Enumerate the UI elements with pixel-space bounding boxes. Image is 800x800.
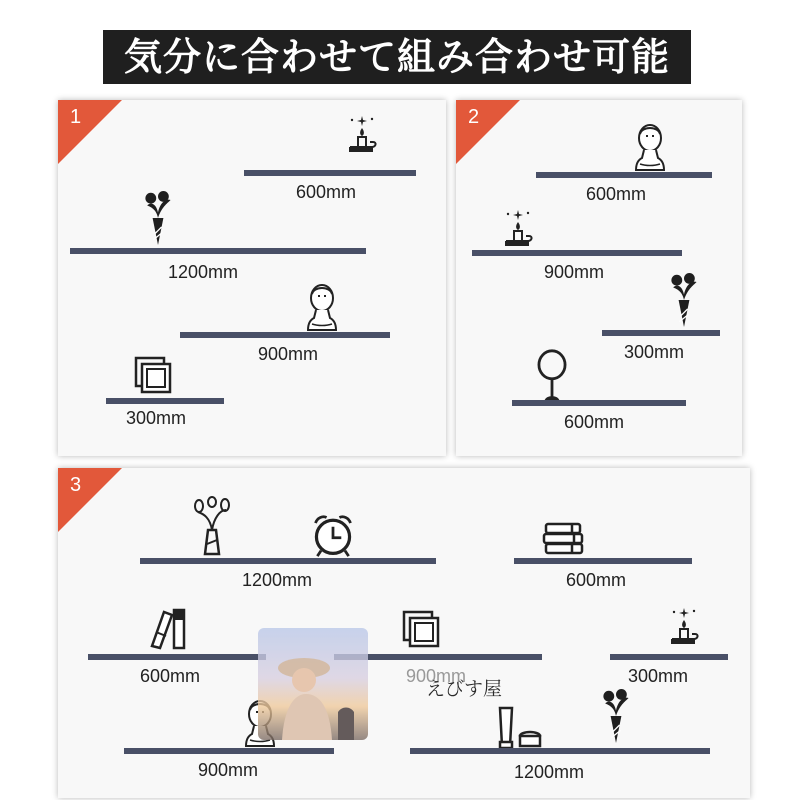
shelf-length-label: 600mm (586, 184, 647, 204)
photo-frame-icon (402, 610, 442, 650)
shelf (514, 558, 692, 564)
panel-number-badge (456, 100, 520, 164)
vase-icon (192, 496, 232, 556)
shelf (410, 748, 710, 754)
shelf (602, 330, 720, 336)
shelf-length-label: 1200mm (168, 262, 239, 282)
mirror-icon (532, 348, 572, 404)
panel-number: 1 (70, 106, 82, 128)
candle-icon (664, 604, 704, 648)
shelf (140, 558, 436, 564)
shelf (610, 654, 728, 660)
bust-icon (630, 122, 670, 172)
panel-number-badge (58, 468, 122, 532)
shelf-length-label: 900mm (544, 262, 605, 282)
panel-number: 3 (70, 474, 82, 496)
shelf (106, 398, 224, 404)
vase-icon (598, 686, 634, 746)
vase-icon (666, 272, 702, 328)
watermark-illustration (258, 628, 368, 740)
shelf (180, 332, 390, 338)
cosmetics-icon (492, 704, 542, 750)
shelf (512, 400, 686, 406)
shelf-length-label: 600mm (140, 666, 201, 686)
page-title: 気分に合わせて組み合わせ可能 (103, 30, 691, 84)
shelf (536, 172, 712, 178)
layout-panel-3 (58, 468, 750, 798)
shelf-length-label: 600mm (296, 182, 357, 202)
shelf-length-label: 300mm (624, 342, 685, 362)
shelf-length-label: 900mm (198, 760, 259, 780)
shelf-length-label: 300mm (126, 408, 187, 428)
panel-number-badge (58, 100, 122, 164)
watermark-text: えびす屋 (426, 678, 503, 700)
shelf (124, 748, 334, 754)
candle-icon (342, 114, 382, 154)
shelf-length-label: 300mm (628, 666, 689, 686)
watermark-photo (258, 628, 368, 740)
layout-panel-2 (456, 100, 742, 456)
shelf (88, 654, 266, 660)
vase-icon (140, 190, 176, 246)
bust-icon (302, 282, 342, 332)
layout-panel-1 (58, 100, 446, 456)
candle-icon (498, 208, 538, 248)
photo-frame-icon (134, 356, 174, 396)
shelf-length-label: 1200mm (514, 762, 585, 782)
shelf-length-label: 600mm (564, 412, 625, 432)
shelf (70, 248, 366, 254)
shelf-length-label: 900mm (406, 666, 467, 686)
shelf-length-label: 1200mm (242, 570, 313, 590)
shelf (472, 250, 682, 256)
shelf-length-label: 600mm (566, 570, 627, 590)
panel-number: 2 (468, 106, 480, 128)
alarm-clock-icon (310, 512, 356, 558)
shelf-length-label: 900mm (258, 344, 319, 364)
tubes-icon (146, 606, 190, 650)
shelf (244, 170, 416, 176)
books-icon (542, 520, 586, 560)
